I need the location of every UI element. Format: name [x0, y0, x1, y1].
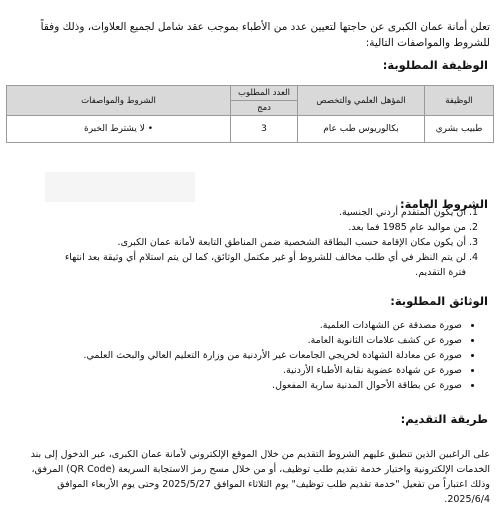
- list-item: 4. لن يتم النظر في أي طلب مخالف للشروط أو غير مكتمل الوثائق، كما لن يتم استلام أي وثيقة بعد انتهاء فترة التقديم.: [60, 250, 466, 280]
- apply-heading: طريقة التقديم:: [400, 412, 488, 426]
- header-job: الوظيفة: [425, 86, 494, 116]
- blurred-area: [45, 172, 195, 202]
- cell-count: 3: [231, 116, 298, 143]
- header-count-merge: دمج: [231, 101, 298, 116]
- intro-paragraph: تعلن أمانة عمان الكبرى عن حاجتها لتعيين عدد من الأطباء بموجب عقد شامل لجميع العلاوات، وذلك وفقاً للشروط والمواصفات التالية:: [40, 20, 490, 49]
- list-item: 1. أن يكون المتقدم أردني الجنسية.: [60, 205, 466, 220]
- list-item: • صورة عن بطاقة الأحوال المدنية سارية المفعول.: [40, 378, 462, 393]
- list-item: • صورة عن معادلة الشهادة لخريجي الجامعات غير الأردنية من وزارة التعليم العالي والبحث العلمي.: [40, 348, 462, 363]
- cell-job: طبيب بشري: [425, 116, 494, 143]
- apply-paragraph: على الراغبين الذين تنطبق عليهم الشروط التقديم من خلال الموقع الإلكتروني لأمانة عمان الكبرى، عبر الدخول إلى بند الخدمات الإلكترونية واختيار خدمة تقديم طلب توظيف، أو من خلال مسح رمز الاستجابة السريعة (QR Code) المرفق، وذلك اعتباراً من تفعيل "خدمة تقديم طلب توظيف" يوم الثلاثاء الموافق 2025/5/27 وحتى يوم الأربعاء الموافق 2025/6/4.: [30, 448, 490, 505]
- list-item: 3. أن يكون مكان الإقامة حسب البطاقة الشخصية ضمن المناطق التابعة لأمانة عمان الكبرى.: [60, 235, 466, 250]
- header-qualification: المؤهل العلمي والتخصص: [298, 86, 425, 116]
- table-row: [7, 116, 494, 143]
- jobs-table: [6, 85, 494, 143]
- list-item: • صورة مصدقة عن الشهادات العلمية.: [40, 318, 462, 333]
- list-item: • صورة عن كشف علامات الثانوية العامة.: [40, 333, 462, 348]
- list-item: 2. من مواليد عام 1985 فما بعد.: [60, 220, 466, 235]
- cell-qualification: بكالوريوس طب عام: [298, 116, 425, 143]
- header-conditions: الشروط والمواصفات: [7, 86, 231, 116]
- header-count: العدد المطلوب: [231, 86, 298, 101]
- cell-conditions-text: لا يشترط الخبرة: [83, 124, 145, 134]
- list-item: • صورة عن شهادة عضوية نقابة الأطباء الأردنية.: [40, 363, 462, 378]
- general-conditions-list: [60, 205, 488, 280]
- job-heading: الوظيفة المطلوبة:: [382, 58, 488, 72]
- documents-heading: الوثائق المطلوبة:: [390, 294, 488, 308]
- general-conditions-heading: الشروط العامة:: [400, 197, 488, 211]
- cell-conditions: • لا يشترط الخبرة: [7, 116, 231, 143]
- documents-list: [40, 318, 488, 393]
